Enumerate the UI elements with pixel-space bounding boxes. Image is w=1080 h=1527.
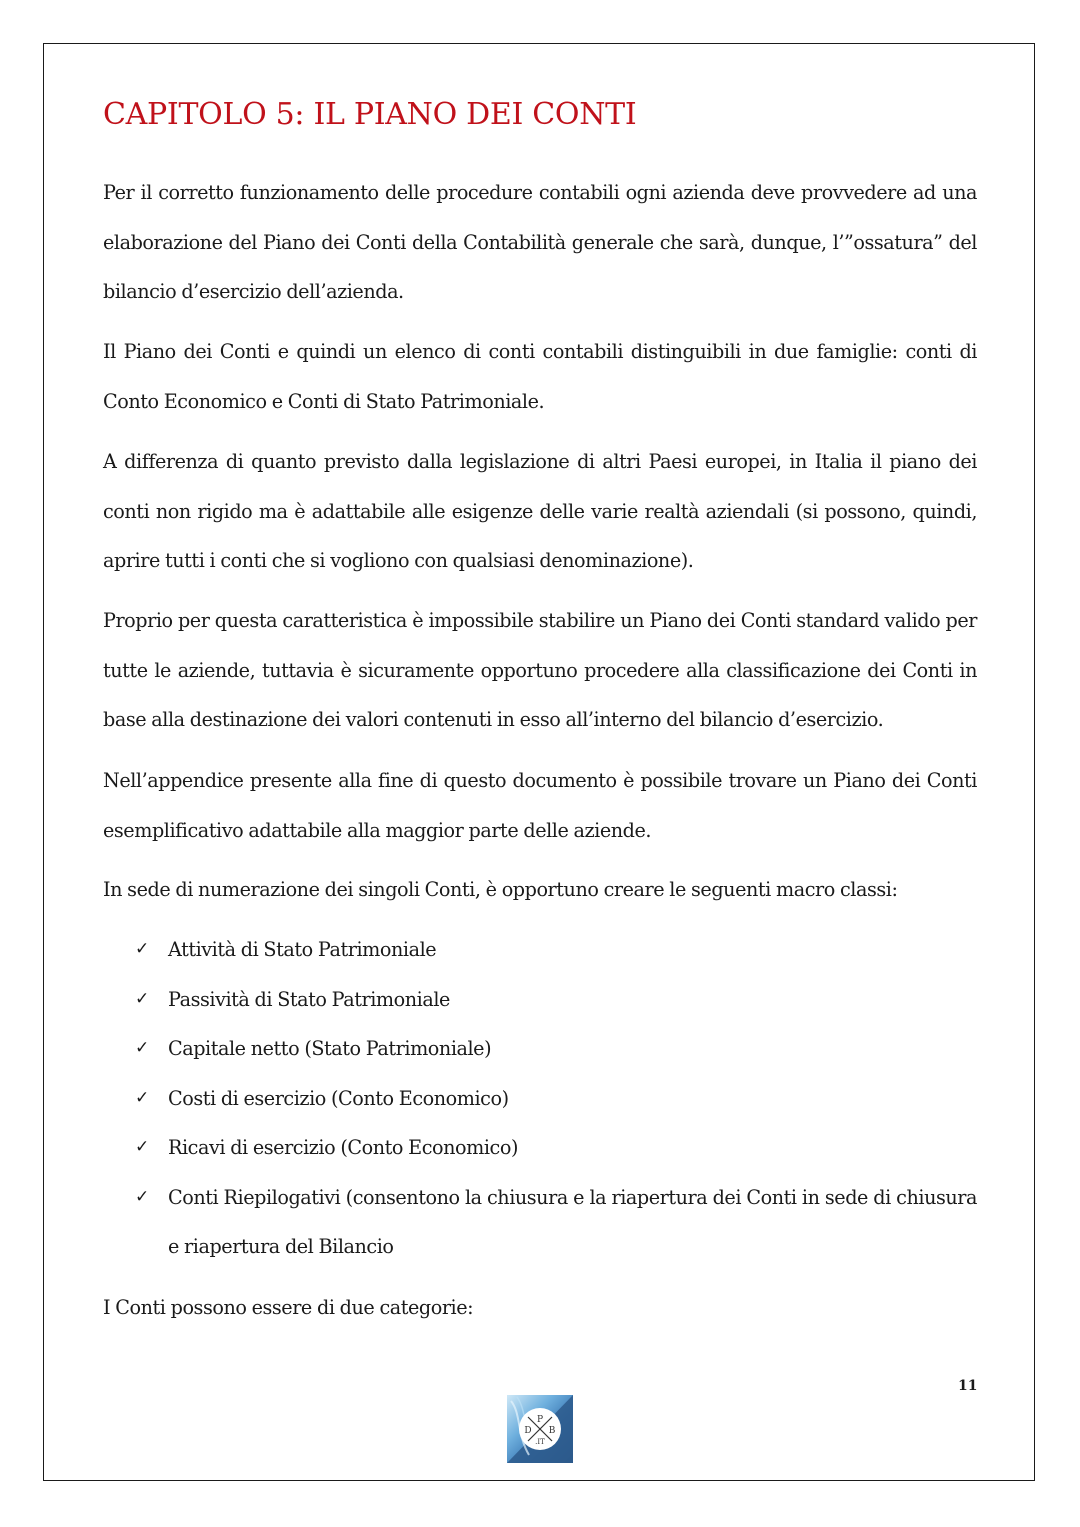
svg-text:.IT: .IT	[535, 1438, 545, 1446]
list-item	[135, 1024, 977, 1074]
list-item-text: Passività di Stato Patrimoniale	[168, 987, 450, 1011]
paragraph-definition: Il Piano dei Conti e quindi un elenco di conti contabili distinguibili in due famiglie: conti di Conto Economico e Conti di Stato Patrimoniale.	[103, 340, 977, 413]
paragraph-appendix: Nell’appendice presente alla fine di questo documento è possibile trovare un Piano dei Conti esemplificativo adattabile alla maggior parte delle aziende.	[103, 769, 977, 842]
list-item	[135, 1074, 977, 1124]
paragraph-categories: I Conti possono essere di due categorie:	[103, 1296, 474, 1319]
list-item	[135, 1123, 977, 1173]
checkmark-icon: ✓	[135, 1087, 149, 1108]
chapter-title: CAPITOLO 5: IL PIANO DEI CONTI	[103, 97, 637, 132]
page-number: 11	[958, 1378, 978, 1394]
macro-class-list	[135, 925, 977, 1272]
list-item-text: Capitale netto (Stato Patrimoniale)	[168, 1037, 492, 1060]
list-item	[135, 975, 977, 1025]
checkmark-icon: ✓	[135, 1186, 149, 1207]
list-item	[135, 1173, 977, 1272]
checkmark-icon: ✓	[135, 939, 149, 959]
paragraph-macro-classes: In sede di numerazione dei singoli Conti, è opportuno creare le seguenti macro classi:	[103, 878, 898, 901]
paragraph-intro: Per il corretto funzionamento delle procedure contabili ogni azienda deve provvedere ad una elaborazione del Piano dei Conti della Contabilità generale che sarà, dunque, l’”ossatura” del bilancio d’esercizio dell’azienda.	[103, 181, 977, 303]
svg-text:D: D	[524, 1426, 532, 1436]
checkmark-icon: ✓	[135, 1137, 149, 1157]
dpb-logo-icon	[507, 1395, 573, 1463]
paragraph-flexibility: A differenza di quanto previsto dalla legislazione di altri Paesi europei, in Italia il piano dei conti non rigido ma è adattabile alle esigenze delle varie realtà aziendali (si possono, quindi, aprire tutti i conti che si vogliono con qualsiasi denominazione).	[103, 450, 977, 572]
checkmark-icon: ✓	[135, 988, 149, 1009]
svg-text:B: B	[548, 1426, 556, 1436]
list-item-text: Conti Riepilogativi (consentono la chiusura e la riapertura dei Conti in sede di chiusura e riapertura del Bilancio	[168, 1185, 977, 1258]
list-item-text: Ricavi di esercizio (Conto Economico)	[168, 1136, 518, 1159]
svg-text:P: P	[536, 1415, 544, 1425]
page-content	[103, 90, 977, 1319]
list-item-text: Attività di Stato Patrimoniale	[168, 938, 437, 961]
paragraph-classification: Proprio per questa caratteristica è impossibile stabilire un Piano dei Conti standard valido per tutte le aziende, tuttavia è sicuramente opportuno procedere alla classificazione dei Conti in base alla destinazione dei valori contenuti in esso all’interno del bilancio d’esercizio.	[103, 609, 977, 731]
checkmark-icon: ✓	[135, 1038, 149, 1058]
list-item-text: Costi di esercizio (Conto Economico)	[168, 1086, 509, 1110]
list-item	[135, 925, 977, 975]
